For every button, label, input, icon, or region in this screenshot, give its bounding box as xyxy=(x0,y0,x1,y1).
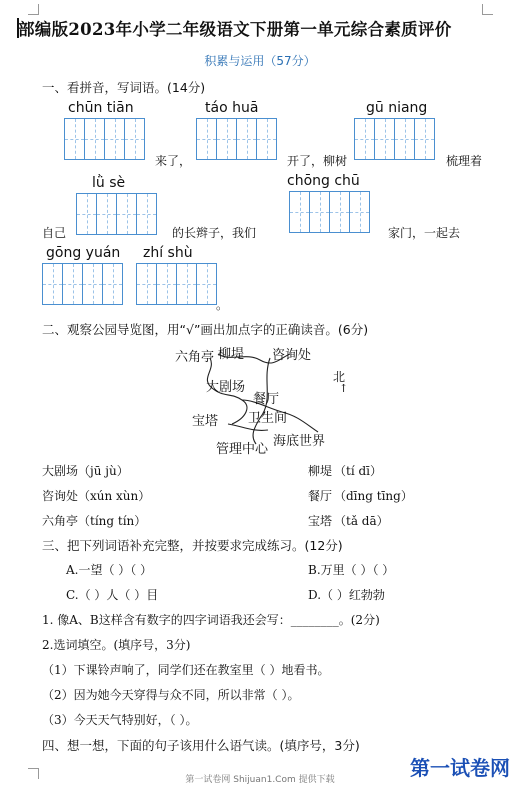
writing-grid[interactable] xyxy=(289,191,369,233)
reading-item-options[interactable]: （jū jù） xyxy=(78,464,129,478)
idiom-c[interactable]: C.（ ）人（ ）目 xyxy=(66,588,159,602)
pinyin-label: gōng yuán xyxy=(46,245,121,261)
page-title: 部编版2023年小学二年级语文下册第一单元综合素质评价 xyxy=(18,20,452,39)
brand-logo: 第一试卷网 xyxy=(410,756,510,780)
q3-sub1[interactable]: 1. 像A、B这样含有数字的四字词语我还会写：________。(2分) xyxy=(42,613,380,627)
north-arrow-icon: ↑ xyxy=(339,382,349,395)
map-label-info-desk: 咨询处 xyxy=(272,348,312,363)
map-label-pavilion: 六角亭 xyxy=(175,350,215,365)
writing-grid[interactable] xyxy=(354,118,434,160)
compass-north: 北 xyxy=(333,370,346,384)
pinyin-label: chūn tiān xyxy=(68,100,134,116)
sentence-text: 自己 xyxy=(42,226,67,240)
idiom-b[interactable]: B.万里（ ）（ ） xyxy=(308,563,395,577)
reading-item-word: 咨询处 xyxy=(42,489,79,503)
q4-heading: 四、想一想，下面的句子该用什么语气读。(填序号，3分) xyxy=(42,738,360,753)
reading-item-word: 宝塔 xyxy=(308,514,333,528)
reading-item-options[interactable]: （tǎ dā） xyxy=(334,514,389,528)
sentence-text: 的长辫子，我们 xyxy=(172,226,257,240)
q3-heading: 三、把下列词语补充完整，并按要求完成练习。(12分) xyxy=(42,538,343,553)
map-label-restaurant: 餐厅 xyxy=(253,392,280,407)
reading-item-options[interactable]: （dīng tīng） xyxy=(334,489,413,503)
map-label-pagoda: 宝塔 xyxy=(192,414,219,429)
writing-grid[interactable] xyxy=(76,193,156,235)
q2-heading: 二、观察公园导览图，用“√”画出加点字的正确读音。(6分) xyxy=(42,322,369,337)
fill-item[interactable]: （2）因为她今天穿得与众不同，所以非常（ ）。 xyxy=(42,688,300,702)
reading-item-options[interactable]: （tíng tín） xyxy=(78,514,147,528)
writing-grid[interactable] xyxy=(136,263,216,305)
reading-item-word: 大剧场 xyxy=(42,464,79,478)
reading-item-options[interactable]: （xún xùn） xyxy=(78,489,151,503)
q1-heading: 一、看拼音，写词语。(14分) xyxy=(42,80,206,95)
section-subtitle: 积累与运用（57分） xyxy=(204,54,316,68)
sentence-text: 来了， xyxy=(155,154,192,168)
idiom-d[interactable]: D.（ ）红勃勃 xyxy=(308,588,385,602)
pinyin-label: chōng chū xyxy=(287,173,360,189)
pinyin-label: táo huā xyxy=(205,100,259,116)
pinyin-label: lǜ sè xyxy=(92,175,126,191)
writing-grid[interactable] xyxy=(196,118,276,160)
fill-item[interactable]: （1）下课铃声响了，同学们还在教室里（ ）地看书。 xyxy=(42,663,330,677)
writing-grid[interactable] xyxy=(42,263,122,305)
pinyin-label: zhí shù xyxy=(143,245,193,261)
fill-item[interactable]: （3）今天天气特别好，（ ）。 xyxy=(42,713,198,727)
map-label-theater: 大剧场 xyxy=(206,380,246,395)
reading-item-word: 餐厅 xyxy=(308,489,333,503)
map-label-willow-bank: 柳堤 xyxy=(218,347,245,362)
map-label-aquarium: 海底世界 xyxy=(273,434,326,449)
map-label-management: 管理中心 xyxy=(216,442,269,457)
idiom-a[interactable]: A.一望（ ）（ ） xyxy=(66,563,153,577)
q3-sub2: 2.选词填空。(填序号，3分) xyxy=(42,638,191,652)
writing-grid[interactable] xyxy=(64,118,144,160)
sentence-text: 。 xyxy=(216,298,229,312)
pinyin-label: gū niang xyxy=(366,100,428,116)
reading-item-word: 柳堤 xyxy=(308,464,333,478)
sentence-text: 家门，一起去 xyxy=(388,226,461,240)
sentence-text: 梳理着 xyxy=(446,154,483,168)
reading-item-word: 六角亭 xyxy=(42,514,79,528)
map-label-restroom: 卫生间 xyxy=(248,411,288,426)
corner-mark xyxy=(28,4,39,15)
page-footer: 第一试卷网 Shijuan1.Com 提供下载 xyxy=(185,775,335,785)
sentence-text: 开了，柳树 xyxy=(287,154,348,168)
corner-mark xyxy=(482,4,493,15)
reading-item-options[interactable]: （tí dī） xyxy=(334,464,382,478)
